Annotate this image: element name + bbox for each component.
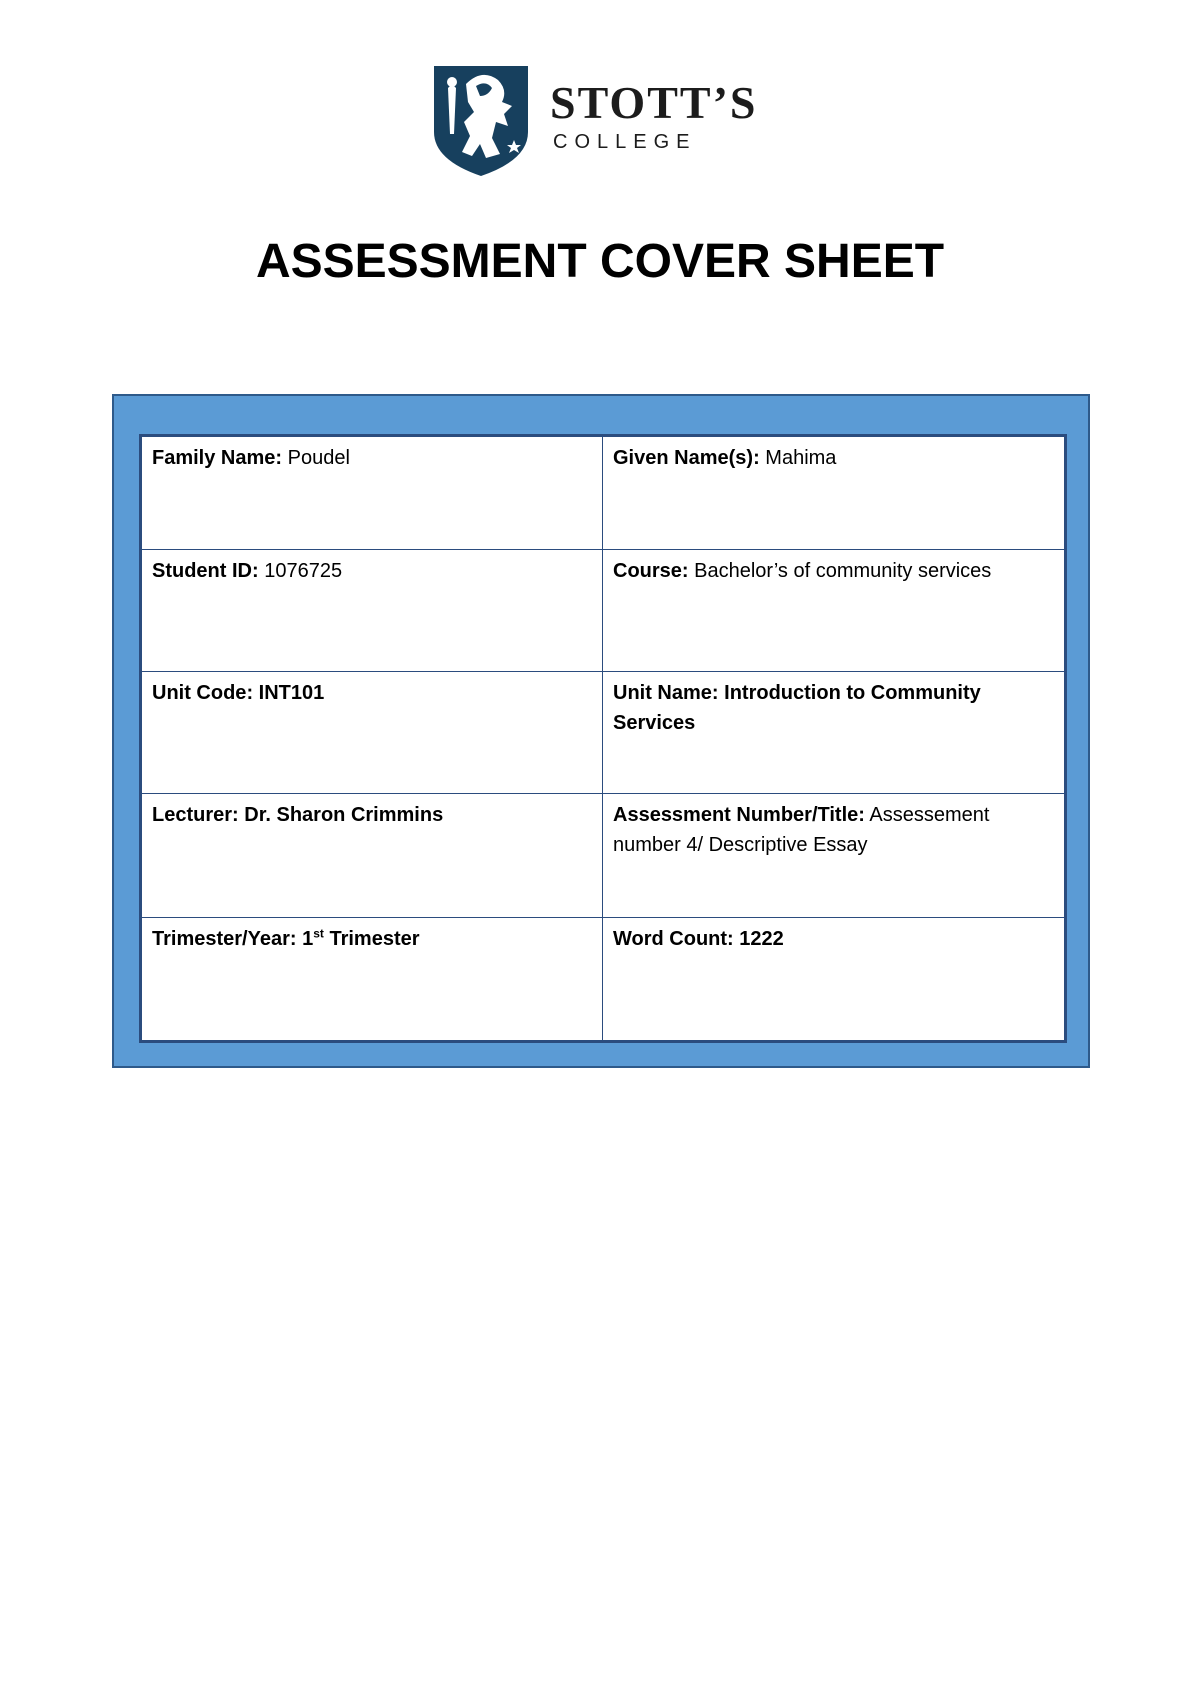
college-logo [430,62,830,182]
given-name-label: Given Name(s) [613,447,754,469]
unit-code-cell: Unit Code: INT101 [141,672,603,794]
course-value: Bachelor’s of community services [694,560,992,582]
course-label: Course [613,560,682,582]
assessment-label: Assessment Number/Title [613,804,859,826]
trimester-value: Trimester [329,928,420,950]
course-cell: Course: Bachelor’s of community services [603,550,1066,672]
trimester-number: 1 [302,928,314,950]
student-id-value: 1076725 [264,560,343,582]
family-name-label: Family Name [152,447,276,469]
lecturer-value: Dr. Sharon Crimmins [244,804,444,826]
unit-name-cell: Unit Name: Introduction to Community Services [603,672,1066,794]
lecturer-cell: Lecturer: Dr. Sharon Crimmins [141,794,603,918]
given-name-value: Mahima [765,447,837,469]
assessment-cell: Assessment Number/Title: Assessement number 4/ Descriptive Essay [603,794,1066,918]
assessment-value: Assessement number 4/ Descriptive Essay [613,804,990,856]
student-id-label: Student ID [152,560,252,582]
page-title: ASSESSMENT COVER SHEET [255,235,945,288]
cover-sheet-table [139,434,1067,1043]
unit-name-value: Introduction to Community Services [613,682,981,734]
word-count-cell: Word Count: 1222 [603,918,1066,1042]
brand-name: STOTT’S [550,77,758,128]
trimester-ordinal: st [313,926,324,941]
trimester-label: Trimester/Year [152,928,290,950]
brand-subtitle: COLLEGE [553,131,697,153]
family-name-value: Poudel [287,447,350,469]
lion-shield-icon [430,62,532,178]
word-count-value: 1222 [739,928,784,950]
trimester-cell: Trimester/Year: 1st Trimester [141,918,603,1042]
unit-code-value: INT101 [258,682,325,704]
unit-code-label: Unit Code [152,682,247,704]
student-id-cell: Student ID: 1076725 [141,550,603,672]
family-name-cell: Family Name: Poudel [141,436,603,550]
lecturer-label: Lecturer [152,804,233,826]
word-count-label: Word Count [613,928,728,950]
unit-name-label: Unit Name [613,682,712,704]
given-name-cell: Given Name(s): Mahima [603,436,1066,550]
